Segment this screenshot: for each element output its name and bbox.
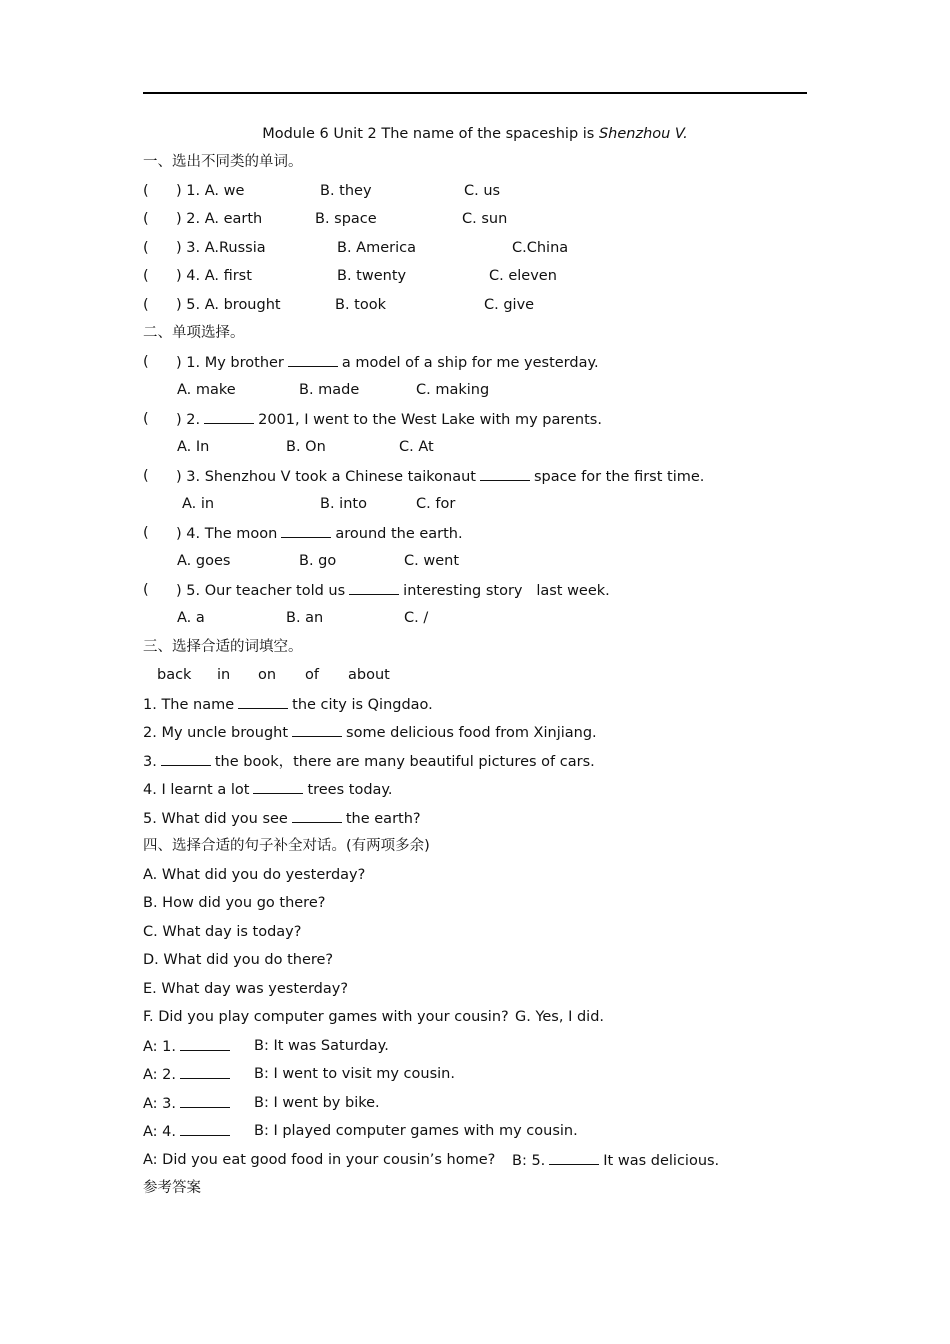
section4-option: F. Did you play computer games with your cousin? bbox=[143, 1009, 509, 1025]
section3-item: 1. The name the city is Qingdao. bbox=[143, 694, 433, 715]
section1-heading: 一、选出不同类的单词。 bbox=[143, 154, 303, 170]
section4-option: A. What did you do yesterday? bbox=[143, 867, 366, 883]
page-title: Module 6 Unit 2 The name of the spaceship is Shenzhou V. bbox=[262, 126, 688, 142]
word-bank-item: back bbox=[157, 667, 192, 683]
section3-item: 3. the book，there are many beautiful pictures of cars. bbox=[143, 751, 595, 772]
word-bank-item: in bbox=[217, 667, 231, 683]
section4-option: C. What day is today? bbox=[143, 924, 302, 940]
word-bank-item: on bbox=[258, 667, 277, 683]
section4-option: D. What did you do there? bbox=[143, 952, 334, 968]
section3-heading: 三、选择合适的词填空。 bbox=[143, 639, 303, 655]
word-bank-item: of bbox=[305, 667, 319, 683]
section4-option: G. Yes, I did. bbox=[515, 1009, 605, 1025]
section4-option: B. How did you go there? bbox=[143, 895, 326, 911]
header-rule bbox=[143, 92, 807, 94]
word-bank-item: about bbox=[348, 667, 390, 683]
answers-heading: 参考答案 bbox=[143, 1180, 201, 1196]
section3-item: 5. What did you see the earth? bbox=[143, 808, 421, 829]
section3-item: 2. My uncle brought some delicious food from Xinjiang. bbox=[143, 722, 597, 743]
section2-heading: 二、单项选择。 bbox=[143, 325, 245, 341]
section4-heading: 四、选择合适的句子补全对话。(有两项多余) bbox=[143, 838, 430, 854]
section3-item: 4. I learnt a lot trees today. bbox=[143, 779, 393, 800]
section4-option: E. What day was yesterday? bbox=[143, 981, 349, 997]
